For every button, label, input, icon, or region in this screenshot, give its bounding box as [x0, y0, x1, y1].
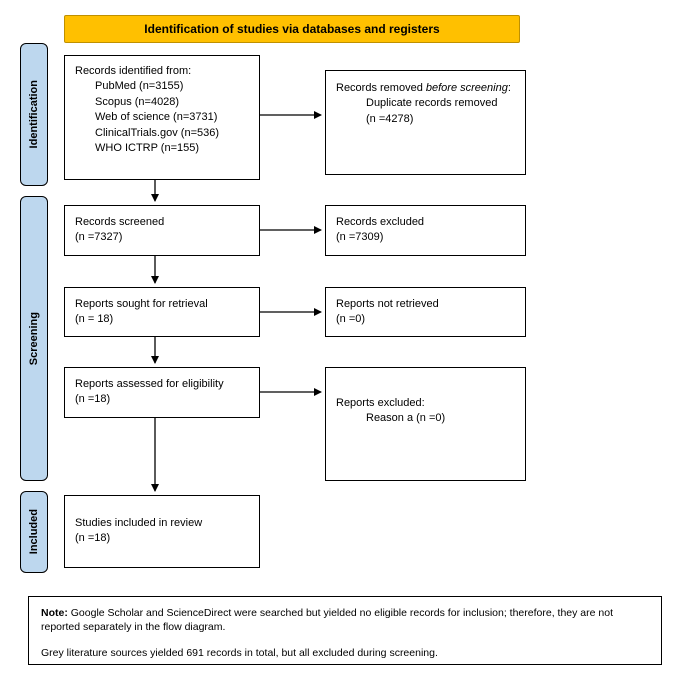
- box-studies-included: [64, 495, 260, 568]
- records-removed-prefix: Records removed: [336, 82, 426, 94]
- box-reports-not-retrieved: [325, 287, 526, 337]
- reports-excluded-reason: Reason a (n =0): [366, 412, 446, 425]
- reports-sought-label: Reports sought for retrieval: [75, 298, 208, 310]
- box-records-excluded: [325, 205, 526, 256]
- reports-excluded-label: Reports excluded:: [336, 397, 425, 409]
- records-identified-item: Web of science (n=3731): [95, 111, 218, 124]
- note-line-1: [41, 606, 649, 634]
- note-text-1: Google Scholar and ScienceDirect were searched but yielded no eligible records for inclusion; therefore, they are not reported separately in the flow diagram.: [41, 607, 613, 634]
- note-box: [28, 596, 662, 665]
- phase-label-screening: [20, 196, 48, 481]
- records-excluded-count: (n =7309): [336, 231, 384, 244]
- box-records-screened: [64, 205, 260, 256]
- phase-label-identification: [20, 43, 48, 186]
- studies-included-label: Studies included in review: [75, 517, 203, 529]
- reports-not-retrieved-count: (n =0): [336, 313, 366, 326]
- box-reports-sought: [64, 287, 260, 337]
- records-screened-label: Records screened: [75, 216, 165, 228]
- studies-included-count: (n =18): [75, 532, 111, 545]
- records-identified-item: WHO ICTRP (n=155): [95, 141, 200, 154]
- records-screened-count: (n =7327): [75, 231, 123, 244]
- note-label: Note:: [41, 607, 68, 619]
- diagram-header-title: Identification of studies via databases and registers: [144, 22, 440, 36]
- phase-label-screening-text: Screening: [28, 311, 40, 366]
- note-text-2: Grey literature sources yielded 691 records in total, but all excluded during screening.: [41, 647, 438, 660]
- records-identified-item: ClinicalTrials.gov (n=536): [95, 126, 220, 139]
- reports-assessed-count: (n =18): [75, 393, 111, 406]
- phase-label-included: [20, 491, 48, 573]
- phase-label-included-text: Included: [28, 509, 40, 555]
- phase-label-identification-text: Identification: [28, 80, 40, 149]
- records-identified-item: Scopus (n=4028): [95, 95, 180, 108]
- records-excluded-label: Records excluded: [336, 216, 425, 228]
- records-removed-item: Duplicate records removed: [366, 97, 498, 110]
- records-removed-suffix: :: [507, 82, 511, 94]
- records-identified-title: Records identified from:: [75, 65, 192, 77]
- diagram-header: [64, 15, 520, 43]
- box-records-removed: [325, 70, 526, 175]
- records-removed-count: (n =4278): [366, 112, 414, 125]
- reports-sought-count: (n = 18): [75, 313, 114, 326]
- records-identified-item: PubMed (n=3155): [95, 80, 184, 93]
- box-reports-assessed: [64, 367, 260, 418]
- reports-not-retrieved-label: Reports not retrieved: [336, 298, 439, 310]
- box-reports-excluded: [325, 367, 526, 481]
- reports-assessed-label: Reports assessed for eligibility: [75, 378, 224, 390]
- records-removed-title: [336, 81, 515, 96]
- records-removed-italic: before screening: [425, 82, 508, 94]
- box-records-identified: [64, 55, 260, 180]
